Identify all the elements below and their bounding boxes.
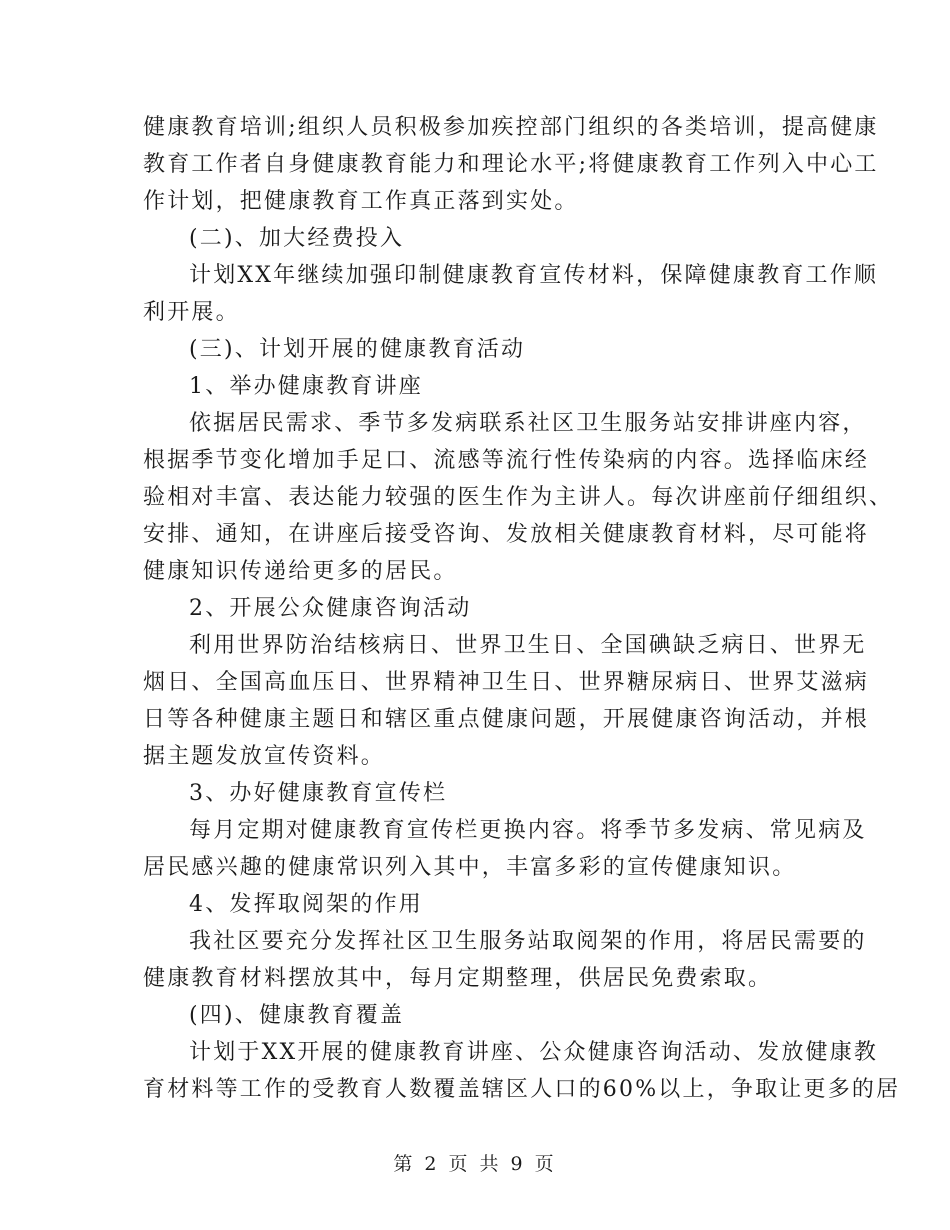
body-text-line: 作计划，把健康教育工作真正落到实处。 xyxy=(143,189,579,214)
body-text-line: 利用世界防治结核病日、世界卫生日、全国碘缺乏病日、世界无 xyxy=(189,633,867,658)
section-heading: (四)、健康教育覆盖 xyxy=(189,1003,405,1028)
subsection-heading: 2、开展公众健康咨询活动 xyxy=(189,596,472,621)
subsection-heading: 4、发挥取阅架的作用 xyxy=(189,892,423,917)
body-text-line: 日等各种健康主题日和辖区重点健康问题，开展健康咨询活动，并根 xyxy=(143,707,870,732)
section-heading: (二)、加大经费投入 xyxy=(189,226,405,251)
body-text-line: 验相对丰富、表达能力较强的医生作为主讲人。每次讲座前仔细组织、 xyxy=(143,485,894,510)
body-text-line: 烟日、全国高血压日、世界精神卫生日、世界糖尿病日、世界艾滋病 xyxy=(143,670,870,695)
body-text-line: 育材料等工作的受教育人数覆盖辖区人口的60%以上，争取让更多的居 xyxy=(143,1077,901,1102)
body-text-line: 根据季节变化增加手足口、流感等流行性传染病的内容。选择临床经 xyxy=(143,448,870,473)
body-text-line: 每月定期对健康教育宣传栏更换内容。将季节多发病、常见病及 xyxy=(189,818,867,843)
subsection-heading: 3、办好健康教育宣传栏 xyxy=(189,781,448,806)
section-heading: (三)、计划开展的健康教育活动 xyxy=(189,337,526,362)
body-text-line: 计划XX年继续加强印制健康教育宣传材料，保障健康教育工作顺 xyxy=(189,263,879,288)
body-text-line: 计划于XX开展的健康教育讲座、公众健康咨询活动、发放健康教 xyxy=(189,1040,879,1065)
subsection-heading: 1、举办健康教育讲座 xyxy=(189,374,423,399)
body-text-line: 我社区要充分发挥社区卫生服务站取阅架的作用，将居民需要的 xyxy=(189,929,867,954)
body-text-line: 利开展。 xyxy=(143,300,240,325)
body-text-line: 据主题发放宣传资料。 xyxy=(143,744,386,769)
body-text-line: 健康知识传递给更多的居民。 xyxy=(143,559,458,584)
body-text-line: 依据居民需求、季节多发病联系社区卫生服务站安排讲座内容， xyxy=(189,411,867,436)
body-text-line: 居民感兴趣的健康常识列入其中，丰富多彩的宣传健康知识。 xyxy=(143,855,797,880)
body-text-line: 健康教育培训;组织人员积极参加疾控部门组织的各类培训，提高健康 xyxy=(143,115,879,140)
page-number-footer: 第 2 页 共 9 页 xyxy=(393,1153,557,1175)
body-text-line: 教育工作者自身健康教育能力和理论水平;将健康教育工作列入中心工 xyxy=(143,152,879,177)
body-text-line: 安排、通知，在讲座后接受咨询、发放相关健康教育材料，尽可能将 xyxy=(143,522,870,547)
body-text-line: 健康教育材料摆放其中，每月定期整理，供居民免费索取。 xyxy=(143,966,773,991)
